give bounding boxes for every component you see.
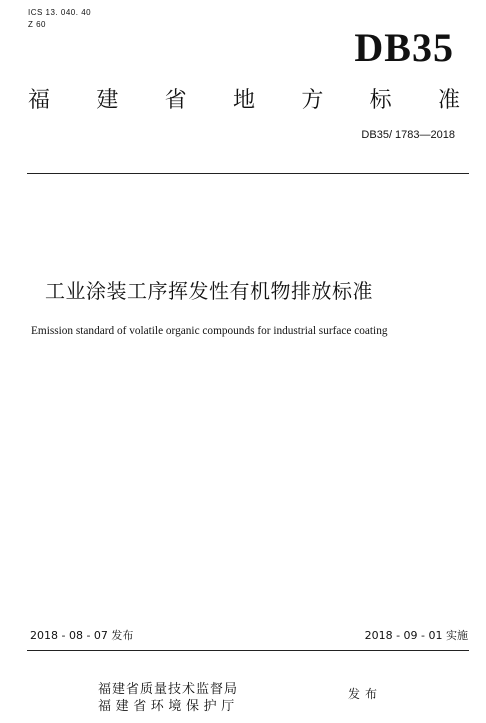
ccs-code: Z 60 bbox=[28, 20, 47, 29]
issuer-line-1: 福建省质量技术监督局 bbox=[98, 682, 239, 697]
category-char: 福 bbox=[28, 88, 51, 113]
title-english: Emission standard of volatile organic compounds for industrial surface coating bbox=[31, 325, 388, 337]
ics-code: ICS 13. 040. 40 bbox=[28, 8, 92, 17]
category-char: 方 bbox=[301, 88, 324, 113]
category-char: 标 bbox=[369, 88, 392, 113]
issuer-line-2: 福建省环境保护厅 bbox=[98, 699, 239, 714]
standard-number: DB35/ 1783—2018 bbox=[361, 129, 455, 141]
implement-date: 2018 - 09 - 01 实施 bbox=[364, 629, 468, 642]
issue-date: 2018 - 08 - 07 发布 bbox=[30, 629, 134, 642]
standard-category bbox=[28, 86, 460, 116]
publish-label: 发布 bbox=[348, 687, 383, 701]
top-divider bbox=[27, 173, 469, 174]
category-char: 建 bbox=[96, 88, 119, 113]
bottom-divider bbox=[27, 650, 469, 651]
db-mark: DB35 bbox=[354, 25, 454, 70]
category-char: 准 bbox=[437, 88, 460, 113]
category-char: 地 bbox=[232, 88, 255, 113]
title-chinese: 工业涂装工序挥发性有机物排放标准 bbox=[45, 279, 373, 303]
category-char: 省 bbox=[164, 88, 187, 113]
